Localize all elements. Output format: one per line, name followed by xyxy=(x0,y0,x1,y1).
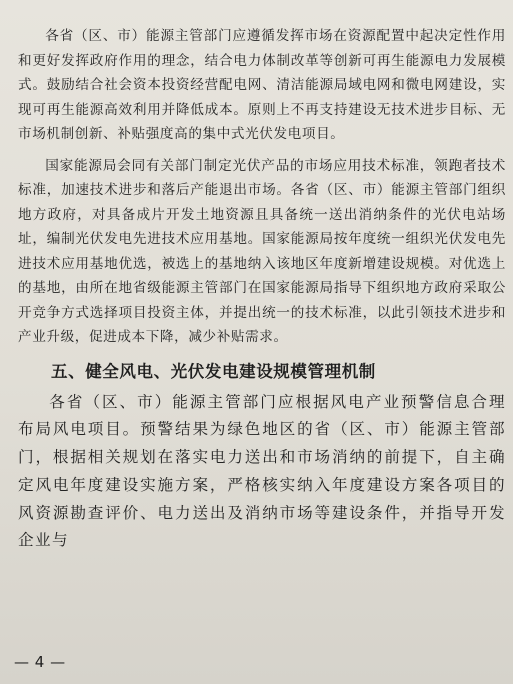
paragraph-market-mechanism: 各省（区、市）能源主管部门应遵循发挥市场在资源配置中起决定性作用和更好发挥政府作用的理念，结合电力体制改革等创新可再生能源电力发展模式。鼓励结合社会资本投资经营配电网、清洁能源局域电网和微电网建设，实现可再生能源高效利用并降低成本。原则上不再支持建设无技术进步目标、无市场机制创新、补贴强度高的集中式光伏发电项目。 xyxy=(18,28,506,142)
paragraph-wind-planning: 各省（区、市）能源主管部门应根据风电产业预警信息合理布局风电项目。预警结果为绿色地区的省（区、市）能源主管部门，根据相关规划在落实电力送出和市场消纳的前提下，自主确定风电年度建设实施方案，严格核实纳入年度建设方案各项目的风资源勘查评价、电力送出及消纳市场等建设条件，并指导开发企业与 xyxy=(18,392,506,550)
document-body xyxy=(18,24,506,555)
page-number: — 4 — xyxy=(14,653,66,671)
section-heading: 五、健全风电、光伏发电建设规模管理机制 xyxy=(51,361,376,381)
paragraph-pv-technology-base: 国家能源局会同有关部门制定光伏产品的市场应用技术标准，领跑者技术标准，加速技术进步和落后产能退出市场。各省（区、市）能源主管部门组织地方政府，对具备成片开发土地资源且具备统一送出消纳条件的光伏电站场址，编制光伏发电先进技术应用基地。国家能源局按年度统一组织光伏发电先进技术应用基地优选，被选上的基地纳入该地区年度新增建设规模。对优选上的基地，由所在地省级能源主管部门在国家能源局指导下组织地方政府采取公开竞争方式选择项目投资主体，并提出统一的技术标准，以此引领技术进步和产业升级，促进成本下降，减少补贴需求。 xyxy=(18,157,506,345)
